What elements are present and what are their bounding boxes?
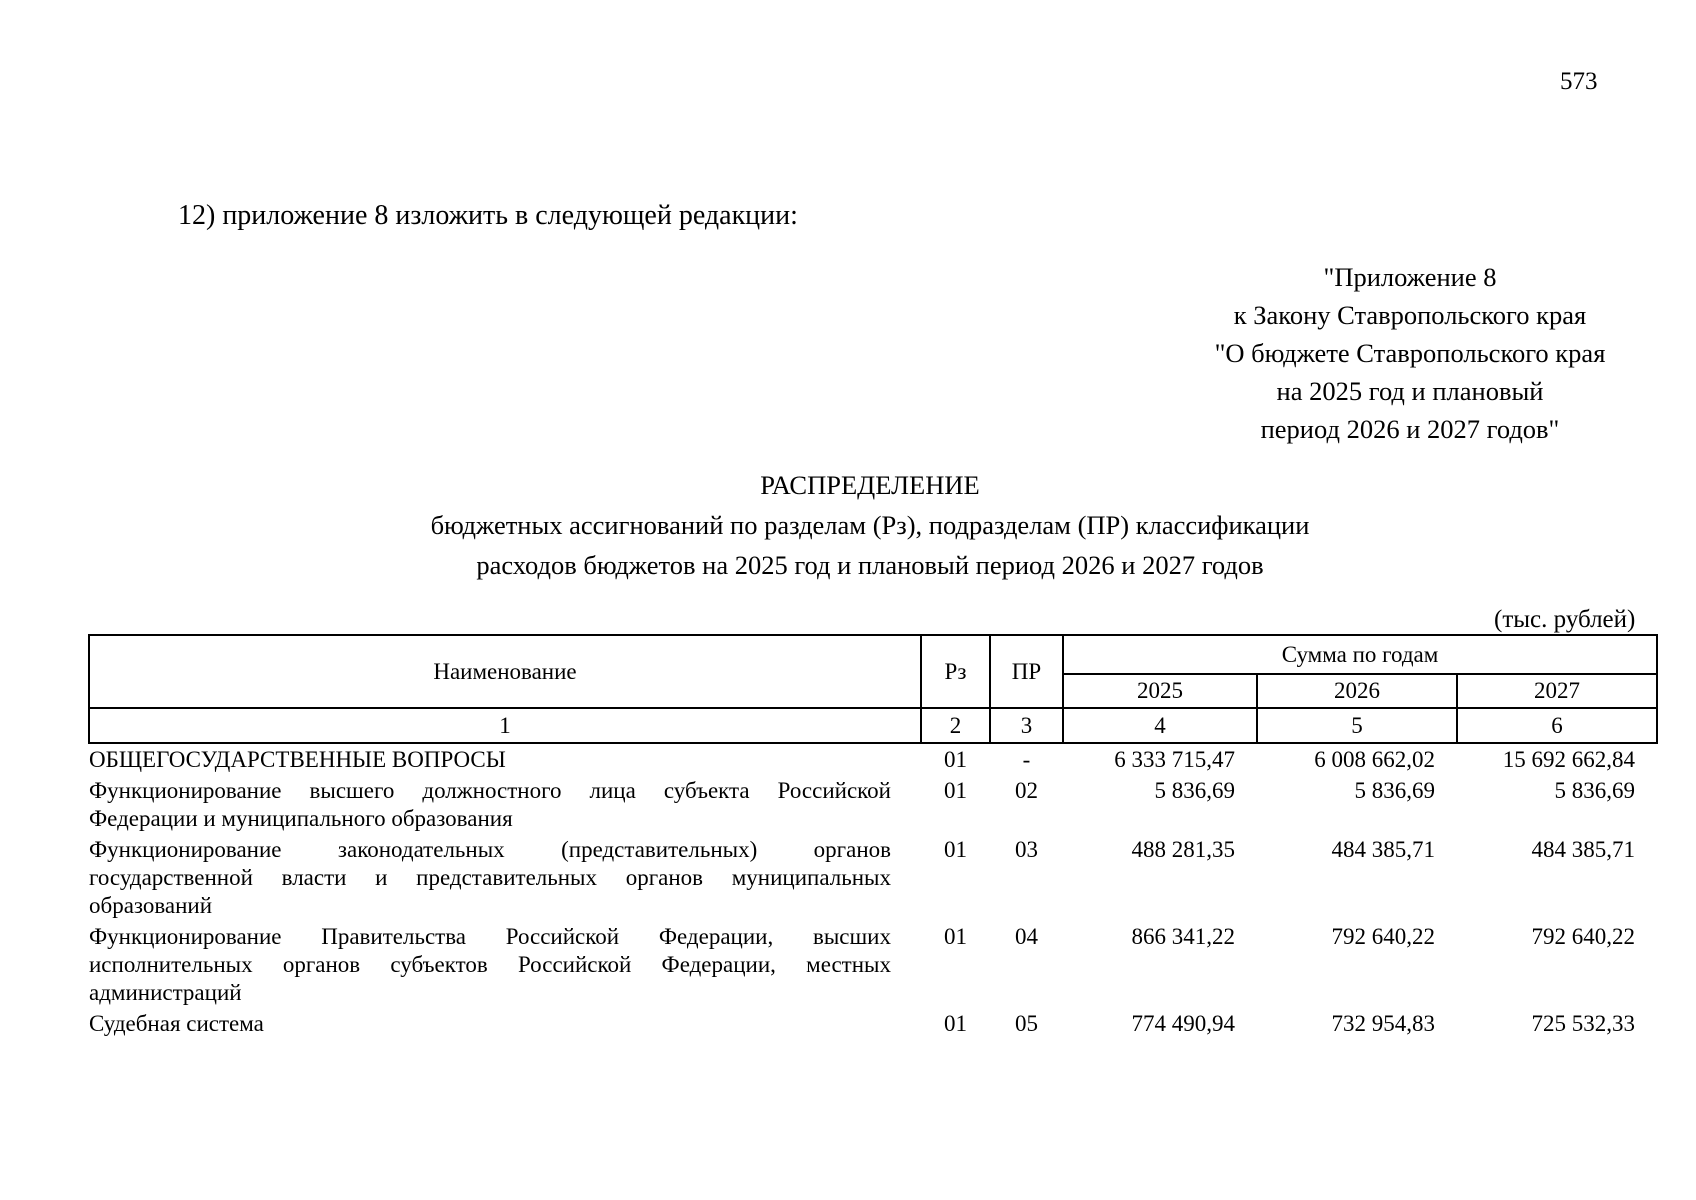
row-pr: 02 <box>1015 778 1038 803</box>
units-label: (тыс. рублей) <box>1494 606 1636 633</box>
title-line-2: бюджетных ассигнований по разделам (Рз), подразделам (ПР) классификации <box>430 510 1310 540</box>
table-row <box>89 743 1657 774</box>
row-rz: 01 <box>944 778 967 803</box>
intro-text: 12) приложение 8 изложить в следующей редакции: <box>178 200 798 231</box>
column-number-1: 1 <box>89 708 921 743</box>
header-year-2027: 2027 <box>1457 674 1657 708</box>
header-rz: Рз <box>921 635 990 708</box>
appendix-header <box>1160 258 1660 448</box>
row-2027: 5 836,69 <box>1554 778 1636 803</box>
row-rz: 01 <box>944 747 967 772</box>
appendix-line-2: к Закону Ставропольского края <box>1233 300 1587 330</box>
row-rz: 01 <box>944 1011 967 1036</box>
row-name: Судебная система <box>89 1011 264 1036</box>
table-row <box>89 833 1657 920</box>
row-2027: 792 640,22 <box>1531 924 1636 949</box>
row-2026: 6 008 662,02 <box>1314 747 1435 772</box>
page-number: 573 <box>1560 68 1598 95</box>
row-pr: - <box>1022 747 1031 772</box>
row-pr: 03 <box>1015 837 1038 862</box>
appendix-line-4: на 2025 год и плановый <box>1276 376 1544 406</box>
column-number-6: 6 <box>1457 708 1657 743</box>
row-2026: 5 836,69 <box>1354 778 1435 803</box>
row-2025: 6 333 715,47 <box>1114 747 1235 772</box>
row-2025: 5 836,69 <box>1154 778 1235 803</box>
row-2026: 732 954,83 <box>1331 1011 1435 1036</box>
row-name: Функционирование законодательных (представительных) органов государственной власти и представительных органов муниципальных образований <box>89 837 891 918</box>
row-rz: 01 <box>944 837 967 862</box>
header-year-2025: 2025 <box>1063 674 1257 708</box>
row-name: Функционирование Правительства Российской Федерации, высших исполнительных органов субъектов Российской Федерации, местных администраций <box>89 924 891 1005</box>
document-title <box>280 465 1460 585</box>
column-number-5: 5 <box>1257 708 1457 743</box>
header-pr: ПР <box>990 635 1063 708</box>
table-row <box>89 920 1657 1007</box>
appendix-line-5: период 2026 и 2027 годов" <box>1260 414 1560 444</box>
column-number-3: 3 <box>990 708 1063 743</box>
appendix-line-1: "Приложение 8 <box>1323 262 1497 292</box>
row-2027: 484 385,71 <box>1531 837 1636 862</box>
header-name: Наименование <box>89 635 921 708</box>
row-name: Функционирование высшего должностного лица субъекта Российской Федерации и муниципального образования <box>89 778 891 831</box>
appendix-line-3: "О бюджете Ставропольского края <box>1214 338 1606 368</box>
row-2026: 484 385,71 <box>1331 837 1435 862</box>
column-number-4: 4 <box>1063 708 1257 743</box>
column-number-2: 2 <box>921 708 990 743</box>
budget-table <box>88 634 1658 1038</box>
table-row <box>89 1007 1657 1038</box>
title-line-1: РАСПРЕДЕЛЕНИЕ <box>760 470 980 500</box>
row-2025: 488 281,35 <box>1131 837 1235 862</box>
row-2025: 774 490,94 <box>1131 1011 1235 1036</box>
row-rz: 01 <box>944 924 967 949</box>
table-row <box>89 774 1657 833</box>
row-2027: 725 532,33 <box>1531 1011 1636 1036</box>
title-line-3: расходов бюджетов на 2025 год и плановый период 2026 и 2027 годов <box>476 550 1264 580</box>
row-pr: 05 <box>1015 1011 1038 1036</box>
header-year-2026: 2026 <box>1257 674 1457 708</box>
row-2026: 792 640,22 <box>1331 924 1435 949</box>
row-name: ОБЩЕГОСУДАРСТВЕННЫЕ ВОПРОСЫ <box>89 747 506 772</box>
row-pr: 04 <box>1015 924 1038 949</box>
header-sum-by-years: Сумма по годам <box>1063 635 1657 674</box>
row-2027: 15 692 662,84 <box>1502 747 1636 772</box>
row-2025: 866 341,22 <box>1131 924 1235 949</box>
